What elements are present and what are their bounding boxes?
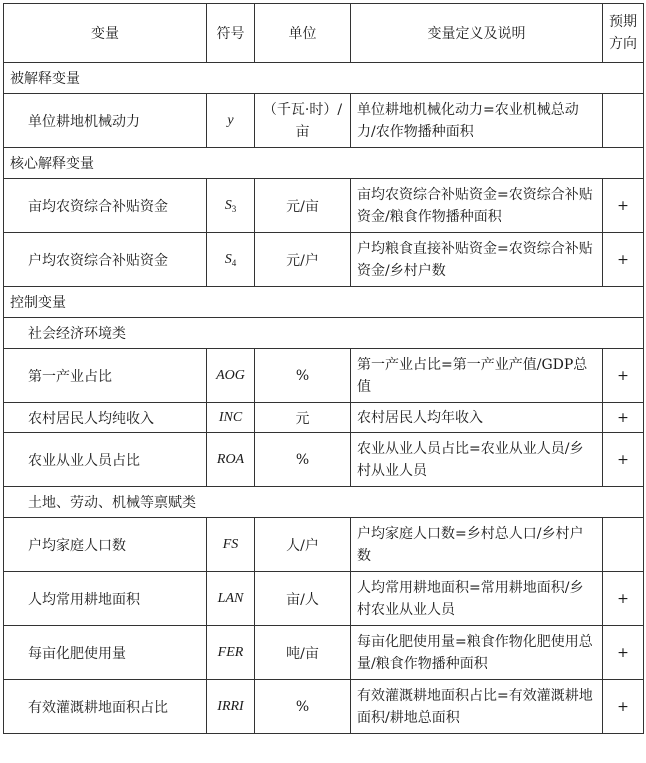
symbol-subscript: 4 — [231, 257, 237, 268]
subsection-socioeconomic: 社会经济环境类 — [4, 318, 644, 349]
variable-unit: % — [255, 433, 351, 487]
variable-unit: % — [255, 349, 351, 403]
table-row — [4, 94, 644, 148]
variable-unit: 元/亩 — [255, 179, 351, 233]
variable-name: 人均常用耕地面积 — [4, 572, 207, 626]
variable-name: 亩均农资综合补贴资金 — [4, 179, 207, 233]
table-row — [4, 626, 644, 680]
section-row — [4, 63, 644, 94]
subsection-row — [4, 487, 644, 518]
table-row — [4, 680, 644, 734]
variable-unit: 元 — [255, 403, 351, 433]
variable-symbol: AOG — [207, 349, 255, 403]
symbol-main: S — [224, 197, 232, 213]
table-row — [4, 403, 644, 433]
header-unit: 单位 — [255, 4, 351, 63]
section-explained: 被解释变量 — [4, 63, 644, 94]
variable-symbol: LAN — [207, 572, 255, 626]
section-core: 核心解释变量 — [4, 148, 644, 179]
variable-name: 户均农资综合补贴资金 — [4, 233, 207, 287]
header-definition: 变量定义及说明 — [351, 4, 603, 63]
variable-direction: + — [603, 349, 644, 403]
variable-definition: 农业从业人员占比=农业从业人员/乡村从业人员 — [351, 433, 603, 487]
variable-unit: 人/户 — [255, 518, 351, 572]
header-direction — [603, 4, 644, 63]
table-row — [4, 572, 644, 626]
variable-direction: + — [603, 433, 644, 487]
table-row — [4, 349, 644, 403]
variable-unit — [255, 94, 351, 148]
table-header-row — [4, 4, 644, 63]
variable-direction: + — [603, 403, 644, 433]
variable-symbol: FS — [207, 518, 255, 572]
variable-symbol — [207, 233, 255, 287]
variable-definition: 户均家庭人口数=乡村总人口/乡村户数 — [351, 518, 603, 572]
variable-direction: + — [603, 680, 644, 734]
header-variable: 变量 — [4, 4, 207, 63]
variable-name: 户均家庭人口数 — [4, 518, 207, 572]
header-symbol: 符号 — [207, 4, 255, 63]
variable-definition: 亩均农资综合补贴资金=农资综合补贴资金/粮食作物播种面积 — [351, 179, 603, 233]
variable-definition: 单位耕地机械化动力=农业机械总动力/农作物播种面积 — [351, 94, 603, 148]
variable-name: 每亩化肥使用量 — [4, 626, 207, 680]
subsection-row — [4, 318, 644, 349]
section-control: 控制变量 — [4, 287, 644, 318]
variable-symbol: ROA — [207, 433, 255, 487]
variable-direction — [603, 518, 644, 572]
subsection-endowment: 土地、劳动、机械等禀赋类 — [4, 487, 644, 518]
symbol-subscript: 3 — [231, 203, 237, 214]
variable-definition: 农村居民人均年收入 — [351, 403, 603, 433]
variable-direction: + — [603, 179, 644, 233]
variable-name: 单位耕地机械动力 — [4, 94, 207, 148]
variable-definition: 每亩化肥使用量=粮食作物化肥使用总量/粮食作物播种面积 — [351, 626, 603, 680]
variable-definition: 人均常用耕地面积=常用耕地面积/乡村农业从业人员 — [351, 572, 603, 626]
table-row — [4, 233, 644, 287]
variable-name: 农业从业人员占比 — [4, 433, 207, 487]
variable-symbol: INC — [207, 403, 255, 433]
variable-name: 有效灌溉耕地面积占比 — [4, 680, 207, 734]
variable-unit: % — [255, 680, 351, 734]
table-row — [4, 179, 644, 233]
header-direction-text: 预期方向 — [609, 14, 637, 52]
section-row — [4, 287, 644, 318]
variable-definition-table — [3, 3, 644, 734]
variable-unit: 吨/亩 — [255, 626, 351, 680]
variable-unit: 元/户 — [255, 233, 351, 287]
symbol-main: S — [224, 251, 232, 267]
section-row — [4, 148, 644, 179]
variable-definition: 有效灌溉耕地面积占比=有效灌溉耕地面积/耕地总面积 — [351, 680, 603, 734]
variable-symbol: IRRI — [207, 680, 255, 734]
variable-symbol: y — [207, 94, 255, 148]
variable-direction: + — [603, 626, 644, 680]
variable-name: 第一产业占比 — [4, 349, 207, 403]
table-row — [4, 518, 644, 572]
variable-direction: + — [603, 233, 644, 287]
variable-definition: 户均粮食直接补贴资金=农资综合补贴资金/乡村户数 — [351, 233, 603, 287]
variable-definition: 第一产业占比=第一产业产值/GDP总值 — [351, 349, 603, 403]
variable-direction: + — [603, 572, 644, 626]
variable-symbol — [207, 179, 255, 233]
table-row — [4, 433, 644, 487]
variable-unit-text: （千瓦·时）/亩 — [262, 101, 343, 140]
variable-symbol: FER — [207, 626, 255, 680]
variable-direction — [603, 94, 644, 148]
variable-name: 农村居民人均纯收入 — [4, 403, 207, 433]
variable-unit: 亩/人 — [255, 572, 351, 626]
